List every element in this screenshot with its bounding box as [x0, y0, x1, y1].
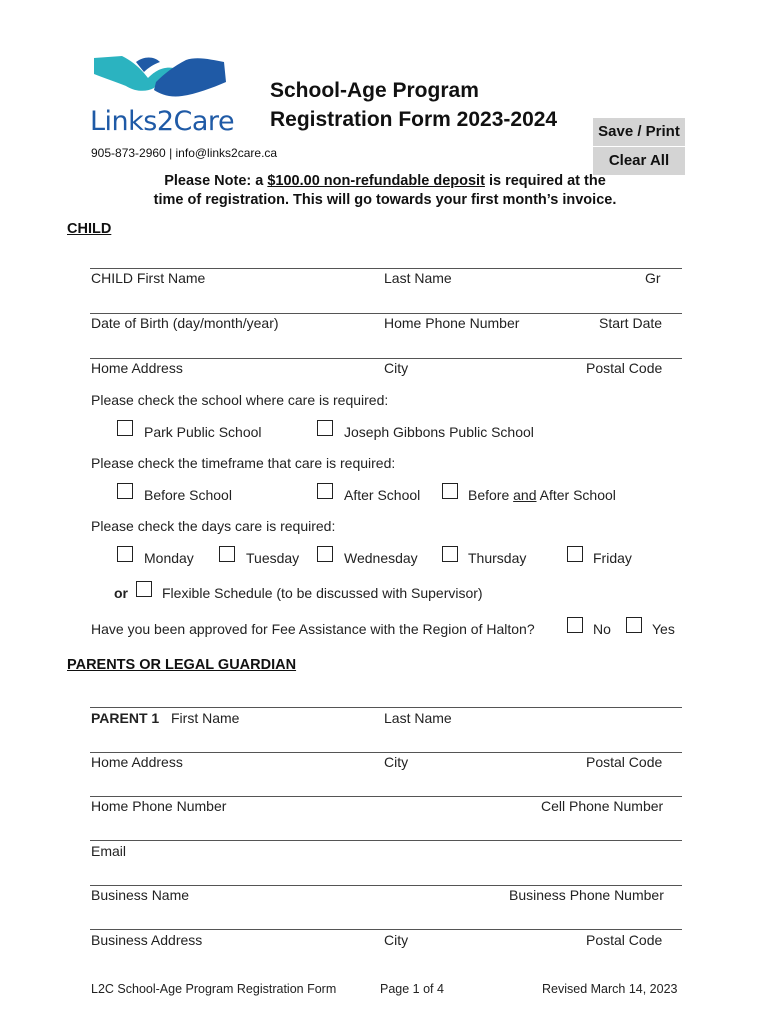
- divider: [90, 268, 682, 269]
- before-and-after-post: After School: [536, 487, 616, 503]
- page-title: [270, 76, 557, 134]
- flexible-schedule-label: Flexible Schedule (to be discussed with Supervisor): [162, 585, 483, 601]
- friday-label: Friday: [593, 550, 632, 566]
- before-and-after-checkbox[interactable]: [442, 483, 458, 499]
- clear-all-button[interactable]: Clear All: [593, 147, 685, 175]
- note-text-post: is required at the: [484, 173, 606, 189]
- parent-city-label: City: [384, 754, 409, 770]
- thursday-checkbox[interactable]: [442, 546, 458, 562]
- parent-home-phone-label: Home Phone Number: [91, 798, 227, 814]
- note-line-2: time of registration. This will go towards your first month’s invoice.: [153, 192, 617, 208]
- joseph-gibbons-label: Joseph Gibbons Public School: [344, 424, 534, 440]
- parent-postal-code-label: Postal Code: [586, 754, 663, 770]
- parent1-label: PARENT 1: [91, 710, 160, 726]
- parent-cell-phone-label: Cell Phone Number: [541, 798, 664, 814]
- child-postal-code-label: Postal Code: [586, 360, 663, 376]
- divider: [90, 707, 682, 708]
- fee-no-label: No: [593, 621, 611, 637]
- flexible-schedule-checkbox[interactable]: [136, 581, 152, 597]
- after-school-checkbox[interactable]: [317, 483, 333, 499]
- thursday-label: Thursday: [468, 550, 527, 566]
- fee-assistance-question: Have you been approved for Fee Assistance with the Region of Halton?: [91, 621, 535, 637]
- divider: [90, 840, 682, 841]
- fee-yes-label: Yes: [652, 621, 675, 637]
- wednesday-label: Wednesday: [344, 550, 418, 566]
- timeframe-prompt: Please check the timeframe that care is required:: [91, 455, 396, 471]
- business-phone-label: Business Phone Number: [509, 887, 664, 903]
- fee-yes-checkbox[interactable]: [626, 617, 642, 633]
- footer-page-number: Page 1 of 4: [380, 982, 444, 996]
- note-deposit-amount: $100.00 non-refundable deposit: [267, 173, 485, 189]
- parents-section-title: PARENTS OR LEGAL GUARDIAN: [67, 657, 297, 673]
- days-prompt: Please check the days care is required:: [91, 518, 336, 534]
- school-prompt: Please check the school where care is required:: [91, 392, 389, 408]
- park-public-school-label: Park Public School: [144, 424, 262, 440]
- deposit-note: [60, 172, 710, 210]
- child-start-date-label: Start Date: [599, 315, 663, 331]
- child-first-name-label: CHILD First Name: [91, 270, 206, 286]
- before-school-checkbox[interactable]: [117, 483, 133, 499]
- child-home-address-label: Home Address: [91, 360, 183, 376]
- divider: [90, 358, 682, 359]
- parent-first-name-label: First Name: [171, 710, 240, 726]
- wednesday-checkbox[interactable]: [317, 546, 333, 562]
- title-line-2: Registration Form 2023-2024: [270, 108, 558, 131]
- child-section-title: CHILD: [67, 221, 112, 237]
- tuesday-label: Tuesday: [246, 550, 300, 566]
- divider: [90, 796, 682, 797]
- child-city-label: City: [384, 360, 409, 376]
- footer-revised-date: Revised March 14, 2023: [542, 982, 678, 996]
- before-and-after-pre: Before: [468, 487, 514, 503]
- note-text-pre: Please Note: a: [164, 173, 268, 189]
- parent-last-name-label: Last Name: [384, 710, 452, 726]
- business-name-label: Business Name: [91, 887, 190, 903]
- save-print-button[interactable]: Save / Print: [593, 118, 685, 146]
- child-last-name-label: Last Name: [384, 270, 452, 286]
- divider: [90, 885, 682, 886]
- business-address-label: Business Address: [91, 932, 203, 948]
- child-home-phone-label: Home Phone Number: [384, 315, 520, 331]
- park-public-school-checkbox[interactable]: [117, 420, 133, 436]
- tuesday-checkbox[interactable]: [219, 546, 235, 562]
- footer-form-name: L2C School-Age Program Registration Form: [91, 982, 337, 996]
- divider: [90, 313, 682, 314]
- before-and-after-label: [468, 487, 616, 503]
- before-school-label: Before School: [144, 487, 232, 503]
- after-school-label: After School: [344, 487, 421, 503]
- divider: [90, 929, 682, 930]
- business-postal-code-label: Postal Code: [586, 932, 663, 948]
- business-city-label: City: [384, 932, 409, 948]
- links2care-logo: [88, 48, 238, 144]
- friday-checkbox[interactable]: [567, 546, 583, 562]
- parent-email-label: Email: [91, 843, 127, 859]
- monday-label: Monday: [144, 550, 194, 566]
- fee-no-checkbox[interactable]: [567, 617, 583, 633]
- logo-text: Links2Care: [90, 106, 235, 137]
- contact-info: 905-873-2960 | info@links2care.ca: [91, 146, 278, 160]
- title-line-1: School-Age Program: [270, 79, 479, 102]
- joseph-gibbons-checkbox[interactable]: [317, 420, 333, 436]
- divider: [90, 752, 682, 753]
- or-label: or: [114, 585, 128, 601]
- before-and-after-and: and: [513, 487, 537, 503]
- child-grade-label: Gr: [645, 270, 661, 286]
- monday-checkbox[interactable]: [117, 546, 133, 562]
- parent-home-address-label: Home Address: [91, 754, 183, 770]
- child-dob-label: Date of Birth (day/month/year): [91, 315, 279, 331]
